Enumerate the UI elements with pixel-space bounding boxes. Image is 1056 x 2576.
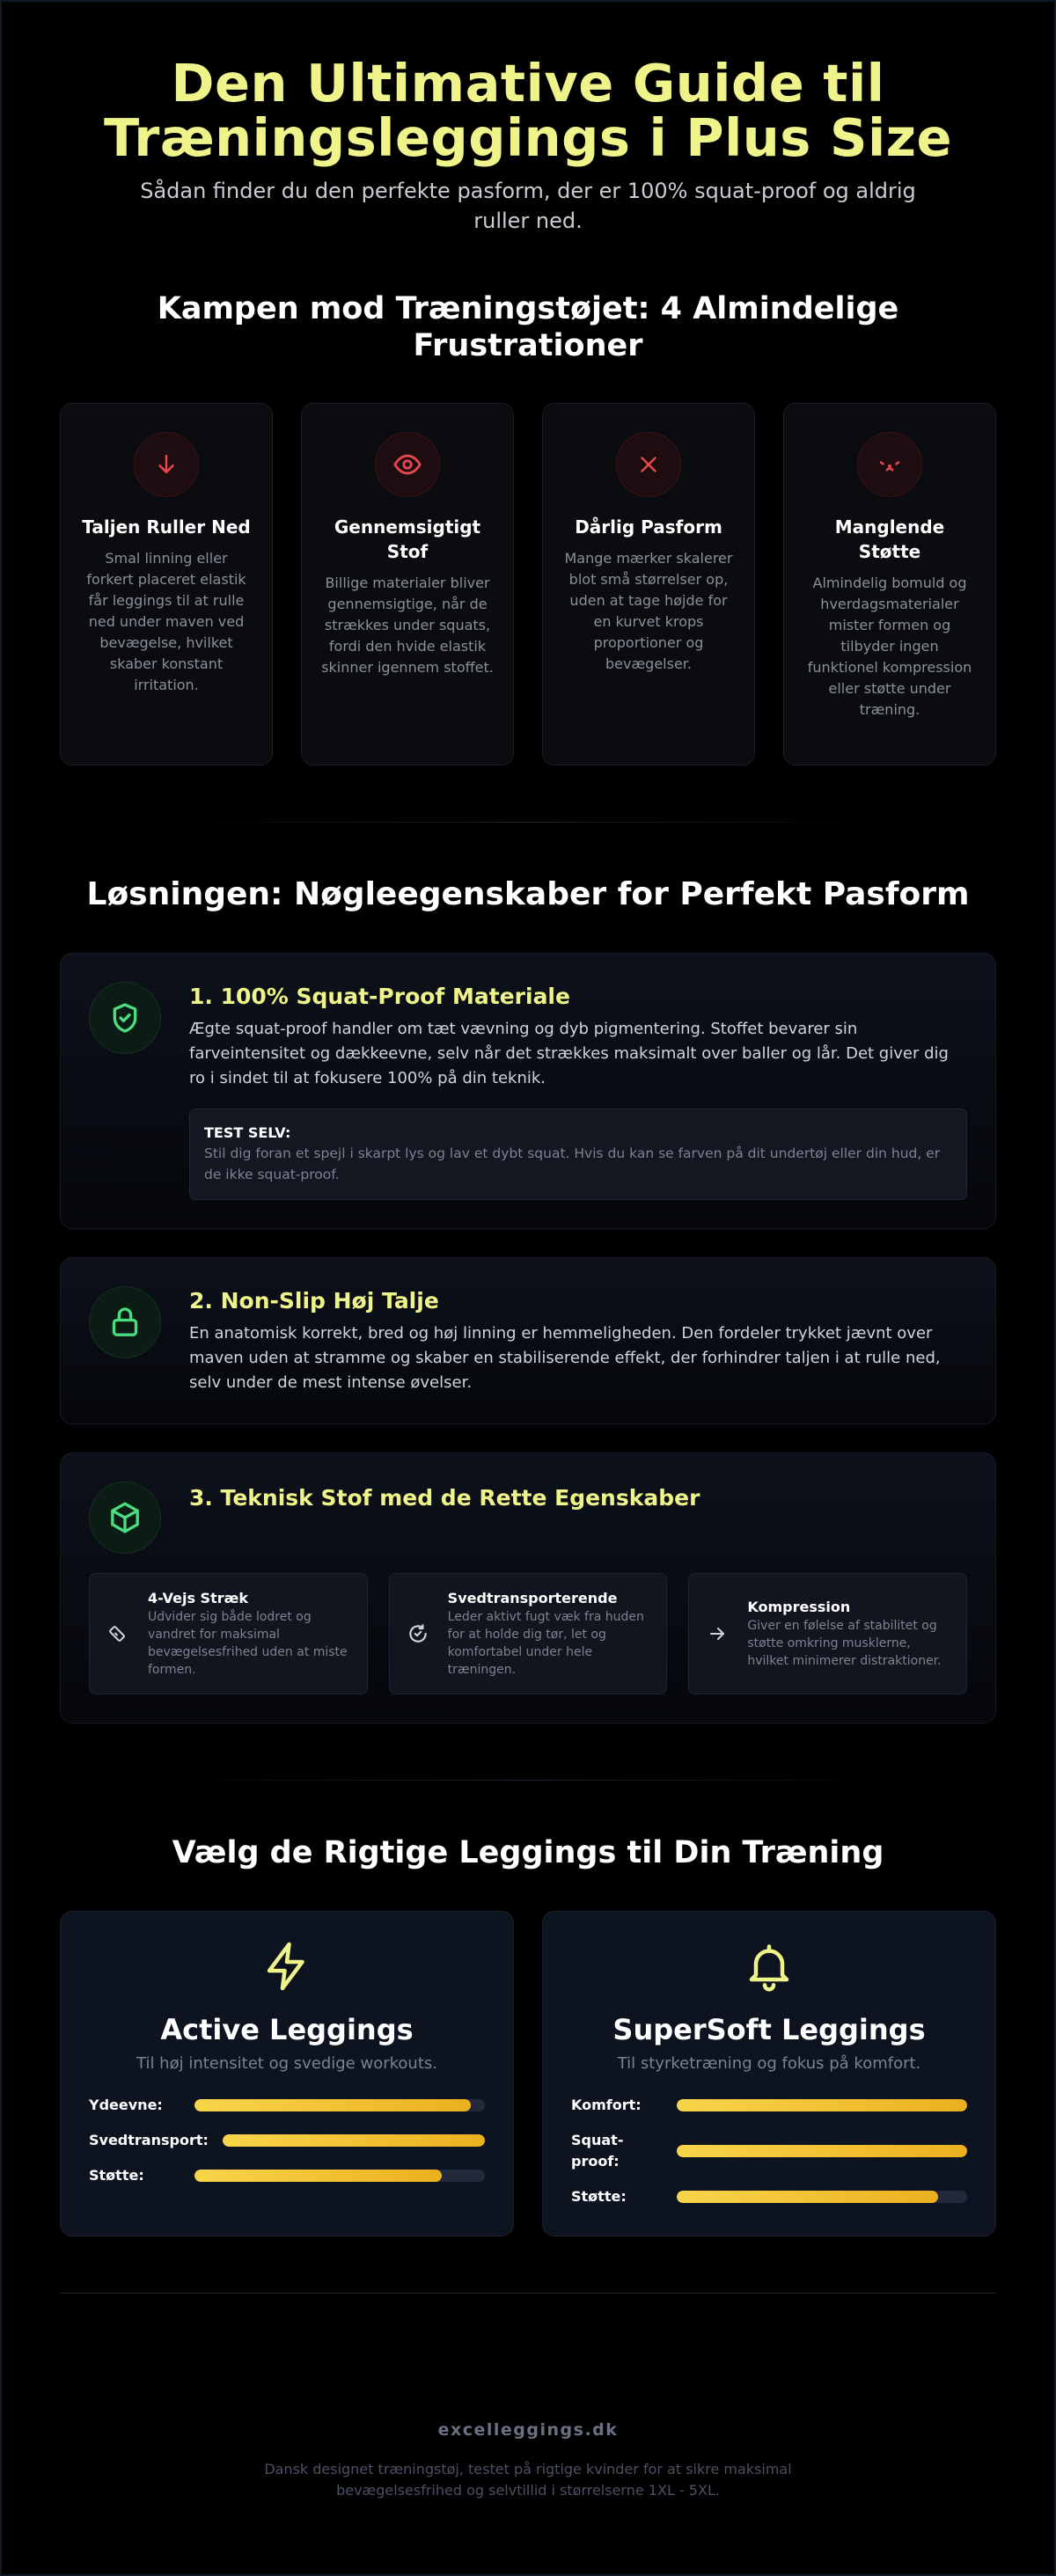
feature-title: 3. Teknisk Stof med de Rette Egenskaber — [189, 1485, 700, 1511]
meter-fill — [194, 2099, 471, 2111]
meter-row — [571, 2130, 967, 2172]
problem-card-sheer — [301, 403, 514, 765]
problem-card-fit — [542, 403, 755, 765]
problems-grid — [60, 403, 996, 765]
meter-label: Ydeevne: — [89, 2097, 163, 2113]
cube-icon — [89, 1482, 161, 1554]
meter-fill — [223, 2134, 485, 2147]
arrow-down-icon — [134, 432, 199, 497]
feature-title: 2. Non-Slip Høj Talje — [189, 1288, 439, 1314]
solution-title: Løsningen: Nøgleegenskaber for Perfekt Pasform — [86, 876, 970, 912]
property-card-moisture — [389, 1573, 668, 1694]
feature-card-technical-fabric — [60, 1453, 996, 1723]
product-name: SuperSoft Leggings — [612, 2013, 926, 2046]
meter-row — [89, 2130, 485, 2151]
product-card-active — [60, 1911, 514, 2236]
meter-track — [194, 2099, 485, 2111]
property-text: Leder aktivt fugt væk fra huden for at holde dig tør, let og komfortabel under hele træningen. — [447, 1610, 644, 1677]
meter-row — [571, 2186, 967, 2207]
solution-features — [2, 953, 1054, 1723]
product-subtitle: Til styrketræning og fokus på komfort. — [617, 2054, 921, 2073]
meter-fill — [677, 2145, 967, 2157]
meter-label: Svedtransport: — [89, 2132, 209, 2148]
feature-card-high-waist — [60, 1257, 996, 1424]
meter-label: Squat-proof: — [571, 2132, 624, 2170]
meter-row — [89, 2165, 485, 2186]
problems-title: Kampen mod Træningstøjet: 4 Almindelige Frustrationer — [157, 291, 899, 363]
problem-title: Dårlig Pasform — [575, 516, 722, 538]
problem-text: Almindelig bomuld og hverdagsmaterialer mister formen og tilbyder ingen funktionel kompression eller støtte under træning. — [807, 574, 972, 718]
meter-fill — [677, 2099, 967, 2111]
meter-row — [89, 2095, 485, 2116]
eye-icon — [375, 432, 440, 497]
property-text: Giver en følelse af stabilitet og støtte omkring musklerne, hvilket minimerer distraktioner. — [747, 1619, 942, 1668]
tag-icon — [106, 1623, 130, 1644]
product-card-supersoft — [542, 1911, 996, 2236]
footer-brand-link[interactable]: excelleggings.dk — [437, 2420, 619, 2440]
lock-icon — [89, 1286, 161, 1358]
meter-fill — [194, 2170, 442, 2182]
problem-text: Mange mærker skalerer blot små størrelser op, uden at tage højde for en kurvet krops proportioner og bevægelser. — [564, 550, 733, 672]
meter-track — [677, 2191, 967, 2203]
frown-icon — [857, 432, 922, 497]
footer — [2, 2419, 1054, 2501]
product-name: Active Leggings — [160, 2013, 414, 2046]
section-divider — [151, 822, 905, 823]
meter-fill — [677, 2191, 938, 2203]
products-grid — [60, 1911, 996, 2236]
lightning-icon — [61, 1940, 513, 1996]
problem-title: Gennemsigtigt Stof — [334, 516, 481, 562]
problem-card-waist — [60, 403, 273, 765]
meter-label: Støtte: — [571, 2188, 627, 2205]
page-title: Den Ultimative Guide til Træningsleggings i Plus Size — [103, 53, 953, 168]
arrow-right-icon — [705, 1623, 730, 1644]
test-label: TEST SELV: — [204, 1124, 291, 1141]
product-meters — [89, 2095, 485, 2186]
test-text: Stil dig foran et spejl i skarpt lys og lav et dybt squat. Hvis du kan se farven på dit undertøj eller din hud, er de ikke squat-proof. — [204, 1145, 941, 1182]
refresh-check-icon — [406, 1622, 430, 1645]
property-card-stretch — [89, 1573, 368, 1694]
meter-label: Komfort: — [571, 2097, 642, 2113]
test-box — [189, 1109, 967, 1200]
product-meters — [571, 2095, 967, 2207]
problem-title: Manglende Støtte — [834, 516, 945, 562]
problem-text: Smal linning eller forkert placeret elastik får leggings til at rulle ned under maven ved bevægelse, hvilket skaber konstant irritation. — [86, 550, 246, 693]
footer-divider — [60, 2293, 996, 2294]
feature-text: En anatomisk korrekt, bred og høj linning er hemmeligheden. Den fordeler trykket jævnt over maven uden at stramme og skaber en stabiliserende effekt, der forhindrer taljen i at rulle ned, selv under de mest intense øvelser. — [189, 1324, 941, 1392]
meter-track — [223, 2134, 485, 2147]
hero — [2, 2, 1054, 236]
problem-text: Billige materialer bliver gennemsigtige, når de strækkes under squats, fordi den hvide elastik skinner igennem stoffet. — [321, 574, 494, 676]
meter-track — [677, 2099, 967, 2111]
page-subtitle: Sådan finder du den perfekte pasform, der er 100% squat-proof og aldrig ruller ned. — [140, 179, 916, 233]
x-icon — [616, 432, 681, 497]
feature-title: 1. 100% Squat-Proof Materiale — [189, 984, 570, 1009]
property-title: 4-Vejs Stræk — [148, 1590, 249, 1606]
feature-card-squat-proof — [60, 953, 996, 1229]
meter-track — [194, 2170, 485, 2182]
shield-check-icon — [89, 982, 161, 1054]
bell-icon — [543, 1940, 995, 1996]
fabric-properties — [89, 1573, 967, 1694]
feature-text: Ægte squat-proof handler om tæt vævning og dyb pigmentering. Stoffet bevarer sin farveintensitet og dækkeevne, selv når det strækkes maksimalt over baller og lår. Det giver dig ro i sindet til at fokusere 100% på din teknik. — [189, 1020, 949, 1087]
problem-title: Taljen Ruller Ned — [82, 516, 251, 538]
property-card-compression — [688, 1573, 967, 1694]
products-title: Vælg de Rigtige Leggings til Din Træning — [172, 1835, 884, 1870]
footer-text: Dansk designet træningstøj, testet på rigtige kvinder for at sikre maksimal bevægelsesfrihed og selvtillid i størrelserne 1XL - 5XL. — [264, 2461, 792, 2499]
product-subtitle: Til høj intensitet og svedige workouts. — [136, 2054, 437, 2073]
meter-row — [571, 2095, 967, 2116]
problem-card-support — [783, 403, 996, 765]
meter-track — [677, 2145, 967, 2157]
property-title: Kompression — [747, 1599, 851, 1615]
meter-label: Støtte: — [89, 2167, 144, 2184]
property-title: Svedtransporterende — [447, 1590, 618, 1606]
section-divider — [151, 1780, 905, 1781]
property-text: Udvider sig både lodret og vandret for maksimal bevægelsesfrihed uden at miste formen. — [148, 1610, 348, 1677]
